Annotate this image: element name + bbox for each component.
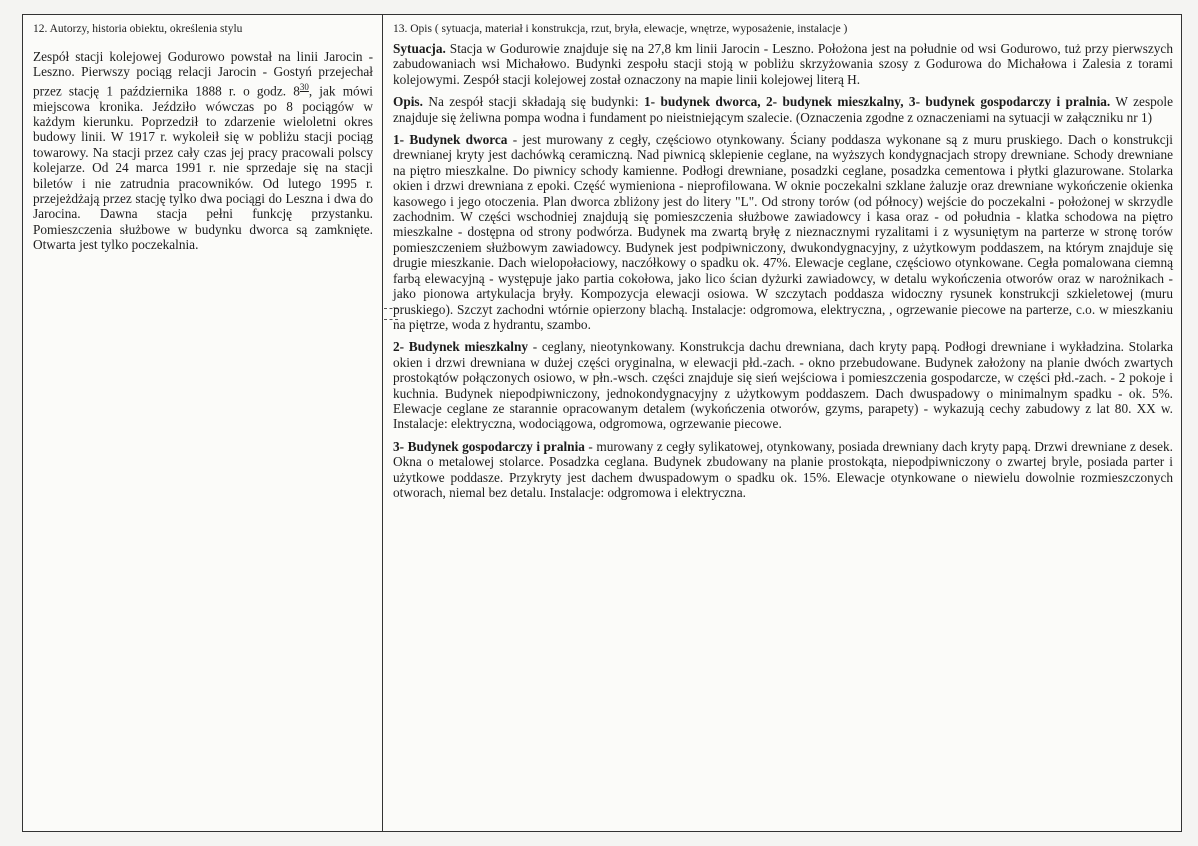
- description-column: [393, 23, 1173, 507]
- history-text: [33, 49, 373, 253]
- history-text-part-a: Zespół stacji kolejowej Godurowo powstał na linii Jarocin - Leszno. Pierwszy pociąg relacji Jarocin - Gostyń przejechał przez stację 1 października 1888 r. o godz. 8: [33, 49, 373, 99]
- opis-text-a: Na zespół stacji składają się budynki:: [422, 94, 644, 110]
- section-sytuacja: [393, 41, 1173, 87]
- opis-text-b: W zespole znajduje się żeliwna pompa wodna i fundament po nieistniejącym szalecie. (Oznaczenia zgodne z oznaczeniami na sytuacji w załączniku nr 1): [393, 94, 1174, 125]
- opis-label: Opis.: [393, 94, 423, 110]
- sytuacja-label: Sytuacja.: [393, 41, 446, 56]
- building-2-label: 2- Budynek mieszkalny: [393, 339, 529, 355]
- section-opis: [393, 94, 1173, 125]
- column-divider: [382, 15, 383, 831]
- section-building-3: [393, 439, 1173, 501]
- building-3-text: - murowany z cegły sylikatowej, otynkowany, posiada drewniany dach kryty papą. Drzwi drewniane z desek. Okna o metalowej stolarce. Posadzka ceglana. Budynek zbudowany na planie prostokąta, niepodpiwniczony o zwartej bryle, posiada parter i użytkowe poddasze. Przykryty jest dachem dwuspadowym o spadku ok. 15%. Elewacje otynkowane o niewielu dowolnie rozmieszczonych otworach, niemal bez detalu. Instalacje: odgromowa i elektryczna.: [393, 438, 1173, 500]
- section-building-1: [393, 132, 1173, 332]
- building-2-text: - ceglany, nieotynkowany. Konstrukcja dachu drewniana, dach kryty papą. Podłogi drewniane i wykładzina. Stolarka okien i drzwi drewniana w dużej części oryginalna, w elewacji płd.-zach. - okno przebudowane. Budynek założony na planie dwóch zwartych prostokątów połączonych osiowo, w płn.-wsch. części znajduje się sień wejściowa i pomieszczenia gospodarcze, w części płd.-zach. - 2 pokoje i kuchnia. Budynek niepodpiwniczony, jednokondygnacyjny z użytkowym poddaszem. Dach dwuspadowy o minimalnym spadku - ok. 5%. Elewacje ceglane ze starannie opracowanym detalem (wykończenia otworów, gzyms, parapety) - wykazują cechy zabudowy z lat 80. XX w. Instalacje: elektryczna, wodociągowa, odgromowa, ogrzewanie piecowe.: [393, 339, 1173, 432]
- document-page: [22, 14, 1182, 832]
- section-building-2: [393, 339, 1173, 431]
- building-1-label: 1- Budynek dworca: [393, 132, 508, 148]
- building-1-text: - jest murowany z cegły, częściowo otynkowany. Ściany poddasza wykonane są z muru pruskiego. Dach o konstrukcji drewnianej kryty jest dachówką ceramiczną. Nad piwnicą sklepienie ceglane, na wyższych kondygnacjach stropy drewniane. Schody drewniane na piętro mieszkalne. Do piwnicy schody kamienne. Podłogi drewniane, posadzki ceglane, posadzka cementowa i płytki glazurowane. Stolarka okien i drzwi drewniana z epoki. Część wymieniona - nieprofilowana. W oknie poczekalni szklane żaluzje oraz drewniane wykończenie okienka kasowego i jego otoczenia. Plan dworca zbliżony jest do litery "L". Od strony torów (od północy) wejście do poczekalni - położonej w skrzydle zachodnim. W części wschodniej znajdują się pomieszczenia służbowe zawiadowcy i kasa oraz - od południa - klatka schodowa na piętro mieszkalne - dostępna od strony podwórza. Budynek ma zwartą bryłę z nieznacznymi ryzalitami i z wysuniętym na parterze w stronę torów pomieszczeniem służbowym zawiadowcy. Budynek jest podpiwniczony, dwukondygnacyjny, z użytkowym poddaszem, na którym znajduje się drugie mieszkanie. Dach wielopołaciowy, naczółkowy o spadku ok. 47%. Elewacje ceglane, częściowo otynkowane. Cegła pomalowana ciemną farbą elewacyjną - występuje jako partia cokołowa, jako lico ścian dyżurki zawiadowcy, w detalu wykończenia otworów oraz w narożnikach - jako pionowa artykulacja bryły. Kompozycja elewacji osiowa. W szczytach poddasza widoczny rysunek konstrukcji szkieletowej (muru pruskiego). Szczyt zachodni wtórnie opierzony blachą. Instalacje: odgromowa, elektryczna, , ogrzewanie piecowe na parterze, c.o. w mieszkaniu na piętrze, woda z hydrantu, szambo.: [393, 132, 1173, 332]
- time-superscript: 30: [299, 81, 309, 92]
- description-header: 13. Opis ( sytuacja, materiał i konstrukcja, rzut, bryła, elewacje, wnętrze, wyposażenie, instalacje ): [393, 23, 848, 35]
- opis-building-list: 1- budynek dworca, 2- budynek mieszkalny, 3- budynek gospodarczy i pralnia.: [643, 94, 1111, 110]
- history-header: 12. Autorzy, historia obiektu, określenia stylu: [33, 23, 243, 35]
- sytuacja-text: Stacja w Godurowie znajduje się na 27,8 km linii Jarocin - Leszno. Położona jest na południe od wsi Godurowo, tuż przy pierwszych zabudowaniach wsi Michałowo. Budynki zespołu stacji stoją w pobliżu skrzyżowania szosy z Godurowa do Michałowa i Zalesia z torami kolejowymi. Zespół stacji kolejowej został oznaczony na mapie linii kolejowej literą H.: [393, 41, 1173, 87]
- building-3-label: 3- Budynek gospodarczy i pralnia: [393, 438, 585, 454]
- history-column: [33, 23, 373, 253]
- history-text-part-b: , jak mówi miejscowa kronika. Jeździło wówczas po 8 pociągów w każdym kierunku. Poprzedził to zdarzenie wieloletni okres budowy linii. W 1917 r. wykoleił się w pobliżu stacji pociąg towarowy. Na stacji przez cały czas jej pracy pracowali polscy kolejarze. Od 24 marca 1991 r. nie sprzedaje się na stacji biletów i nie zatrudnia pracowników. Od lutego 1995 r. przejeżdżają przez stację tylko dwa pociągi do Leszna i dwa do Jarocina. Dawna stacja pełni funkcję przystanku. Pomieszczenia służbowe w budynku dworca są zamknięte. Otwarta jest tylko poczekalnia.: [33, 83, 373, 253]
